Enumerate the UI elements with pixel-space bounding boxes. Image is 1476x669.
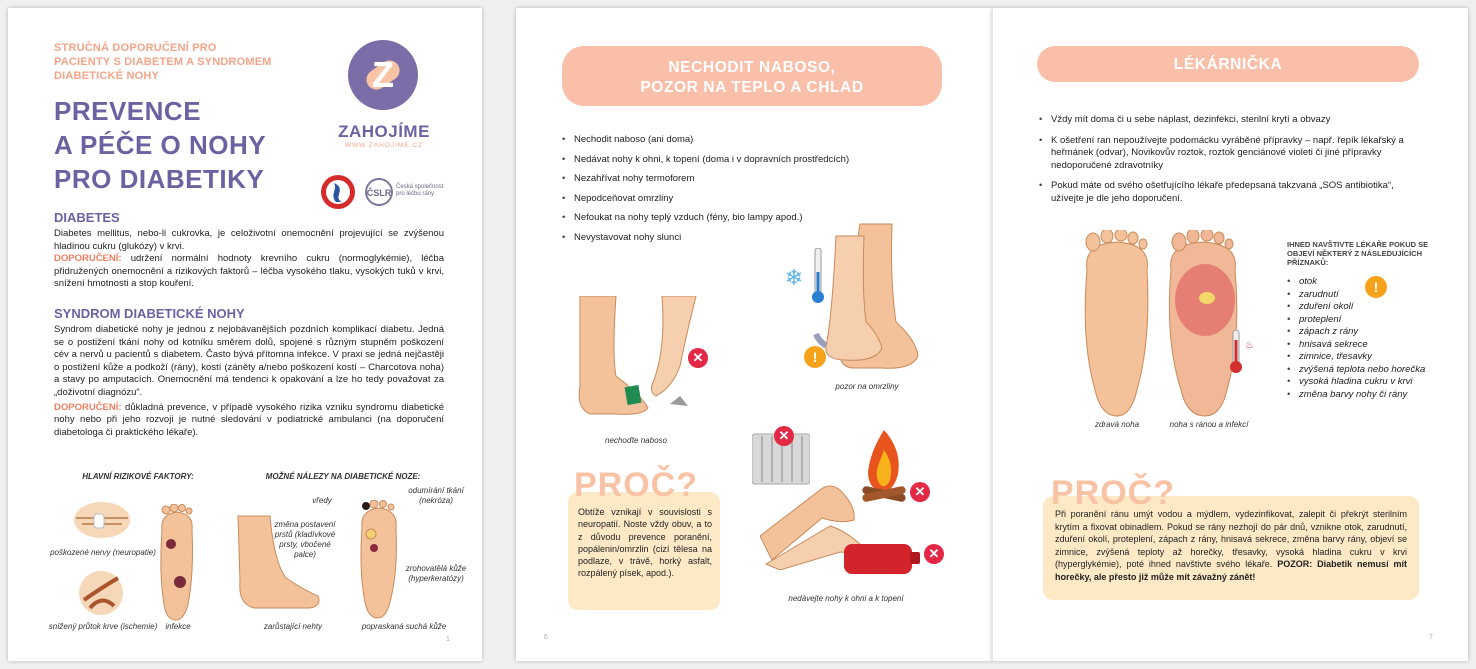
- syndrome-heading: SYNDROM DIABETICKÉ NOHY: [54, 306, 245, 321]
- heat-caption: nedávejte nohy k ohni a k topení: [788, 594, 904, 603]
- diabetes-heading: DIABETES: [54, 210, 120, 225]
- x-icon: ✕: [910, 482, 930, 502]
- hot-water-bottle-illustration: [842, 538, 922, 578]
- dry-skin-label: popraskaná suchá kůže: [361, 622, 447, 631]
- syndrome-text: [54, 324, 444, 439]
- why-text-body: Při poranění ránu umýt vodou a mýdlem, vydezinfikovat, zalepit či překrýt sterilním krytím a fixovat obinadlem. Pokud se rány nezhojí do pár dnů, vznikne otok, zarudnutí, zduření okolí, proteplení, zápach z rány, hnisavá sekrece, změna barvy rány, objeví se zimnice, zvýšená teploty až horečky, třesavky, vysoká hladina cukru v krvi (hyperglykémie), poté ihned navštivte svého lékaře.: [1055, 509, 1407, 570]
- title-line: PREVENCE: [54, 96, 202, 126]
- banner-line: NECHODIT NABOSO,: [668, 59, 836, 76]
- recommend-text: udržení normální hodnoty krevního cukru (normoglykémie), léčba přidružených onemocnění a rizikových faktorů – léčba vysokého tlaku, vysokých tuků v krvi, snížení hmotnosti a stop kouření.: [54, 253, 444, 290]
- bullet-item: • Nedávat nohy k ohni, k topení (doma i v dopravních prostředcích): [562, 154, 942, 167]
- wound-caption: noha s ránou a infekcí: [1169, 420, 1249, 429]
- symptom-item: • otok: [1287, 276, 1427, 289]
- barefoot-banner: [562, 46, 942, 106]
- flame-icon: ♨: [1245, 340, 1254, 351]
- partner-seal-icon: [320, 174, 356, 210]
- warning-icon: !: [804, 346, 826, 368]
- first-aid-bullets: [1039, 114, 1423, 205]
- leaflet-page-7: [992, 8, 1468, 661]
- blood-flow-label: snížený průtok krve (ischemie): [48, 622, 158, 631]
- symptom-item: • hnisavá sekrece: [1287, 339, 1427, 352]
- blood-flow-illustration: [78, 570, 124, 616]
- leaflet-page-6: [516, 8, 992, 661]
- partner-text: pro léčbu rány: [396, 191, 435, 197]
- findings-heading: MOŽNÉ NÁLEZY NA DIABETICKÉ NOZE:: [265, 472, 421, 481]
- recommend-label: DOPORUČENÍ:: [54, 253, 122, 265]
- page-number: 1: [446, 636, 450, 643]
- symptoms-heading: IHNED NAVŠTIVTE LÉKAŘE POKUD SE OBJEVÍ NĚKTERÝ Z NÁSLEDUJÍCÍCH PŘÍZNAKŮ:: [1287, 240, 1429, 267]
- bullet-item: • Nefoukat na nohy teplý vzduch (fény, bio lampy apod.): [562, 212, 942, 225]
- page-number: 6: [544, 634, 548, 641]
- syndrome-recommendation: [54, 402, 444, 440]
- barefoot-caption: nechoďte naboso: [605, 436, 667, 445]
- leaflet-page-1: [8, 8, 482, 661]
- symptom-item: • zvýšená teplota nebo horečka: [1287, 364, 1427, 377]
- why-text: [1055, 508, 1407, 584]
- toes-label: změna postavení prstů (kladívkové prsty, vbočené palce): [274, 520, 336, 559]
- why-text: Obtíže vznikají v souvislosti s neuropatií. Noste vždy obuv, a to z důvodu prevence poranění, popálenin/omrzlin (cizí tělesa na podlaze, v trávě, horký asfalt, rozpálený písek, apod.).: [578, 507, 712, 579]
- bullet-item: • Nevystavovat nohy slunci: [562, 232, 942, 245]
- necrosis-label: odumírání tkání (nekróza): [408, 486, 464, 505]
- x-icon: ✕: [924, 544, 944, 564]
- symptom-item: • zarudnutí: [1287, 289, 1427, 302]
- nerve-illustration: [72, 500, 132, 540]
- barefoot-feet-illustration: [576, 296, 706, 416]
- svg-text:Z: Z: [372, 54, 394, 95]
- bullet-item: • Vždy mít doma či u sebe náplast, dezinfekci, sterilní krytí a obvazy: [1039, 114, 1423, 127]
- title-line: PRO DIABETIKY: [54, 164, 265, 194]
- diabetes-recommendation: [54, 253, 444, 291]
- healthy-sole-illustration: [1077, 230, 1157, 420]
- page-number: 7: [1429, 634, 1433, 641]
- subtitle-line: PACIENTY S DIABETEM A SYNDROMEM: [54, 56, 272, 68]
- bullet-item: • Pokud máte od svého ošetřujícího lékaře předepsaná takzvaná „SOS antibiotika“, užívejte je dle jeho doporučení.: [1039, 180, 1423, 205]
- x-icon: ✕: [774, 426, 794, 446]
- wounded-foot-illustration: [1159, 230, 1249, 420]
- subtitle-line: DIABETICKÉ NOHY: [54, 70, 160, 82]
- diabetes-paragraph: Diabetes mellitus, nebo-li cukrovka, je celoživotní onemocnění projevující se zvýšenou hladinou cukru (glukózy) v krvi.: [54, 228, 444, 252]
- nerves-label: poškozené nervy (neuropatie): [50, 548, 156, 557]
- partner-logo-cslr: [364, 176, 474, 210]
- bullet-item: • Nechodit naboso (ani doma): [562, 134, 942, 147]
- nails-label: zarůstající nehty: [263, 622, 323, 631]
- syndrome-paragraph: Syndrom diabetické nohy je jednou z nejobávanějších pozdních komplikací diabetu. Jedná se o postižení tkání nohy od kotníku směrem dolů, spojené s různým stupněm poškození cév a nervů u pacientů s diabetem. Často bývá přítomna infekce. V praxi se jedná nejčastěji o postižení kůže a podkoží (rány), kostí (záněty a/nebo poškození kostí – Charcotova noha) a stavy po amputacích. Onemocnění má tendenci k opakování a lze ho tedy považovat za „doživotní diagnózu“.: [54, 324, 444, 398]
- first-aid-banner: LÉKÁRNIČKA: [1037, 46, 1419, 82]
- callus-label: zrohovatělá kůže (hyperkeratózy): [405, 564, 467, 583]
- risk-heading: HLAVNÍ RIZIKOVÉ FAKTORY:: [82, 472, 194, 481]
- why-title: PROČ?: [574, 466, 698, 504]
- logo-url: WWW.ZAHOJIME.CZ: [344, 142, 424, 149]
- thermometer-hot-icon: [1229, 330, 1243, 374]
- title-line: A PÉČE O NOHY: [54, 130, 267, 160]
- banner-line: POZOR NA TEPLO A CHLAD: [640, 79, 864, 96]
- symptoms-list: [1287, 276, 1427, 401]
- warning-icon: !: [1365, 276, 1387, 298]
- symptom-item: • zápach z rány: [1287, 326, 1427, 339]
- logo-name: ZAHOJÍME: [338, 122, 430, 141]
- subtitle-line: STRUČNÁ DOPORUČENÍ PRO: [54, 42, 217, 54]
- symptom-item: • vysoká hladina cukru v krvi: [1287, 376, 1427, 389]
- frost-caption: pozor na omrzliny: [835, 382, 899, 391]
- bullet-item: • Nepodceňovat omrzliny: [562, 193, 942, 206]
- x-icon: ✕: [688, 348, 708, 368]
- bullet-item: • Nezahřívat nohy termoforem: [562, 173, 942, 186]
- partner-text: Česká společnost: [396, 184, 444, 190]
- svg-text:ČSLR: ČSLR: [366, 188, 392, 198]
- infection-label: infekce: [165, 622, 191, 631]
- snowflake-icon: ❄: [784, 265, 804, 290]
- zahojime-logo-icon: [348, 40, 418, 110]
- symptom-item: • zduření okolí: [1287, 301, 1427, 314]
- findings-sole-illustration: [356, 500, 402, 620]
- symptom-item: • změna barvy nohy či rány: [1287, 389, 1427, 402]
- page1-subtitle: [54, 41, 304, 83]
- page1-title: [54, 94, 314, 196]
- recommend-text: důkladná prevence, v případě vysokého rizika vzniku syndromu diabetické nohy nebo při jeho rozvoji je nutné sledování v podiatrické ambulanci (na doporučení diabetologa či praktického lékaře).: [54, 401, 444, 438]
- infected-sole-illustration: [156, 504, 198, 622]
- ulcers-label: vředy: [312, 496, 332, 505]
- why-box: [568, 492, 720, 610]
- symptom-item: • proteplení: [1287, 314, 1427, 327]
- why-text-warning: POZOR: Diabetik nemusí mít horečky, ale přesto již může mít závažný zánět!: [1055, 559, 1407, 582]
- symptom-item: • zimnice, třesavky: [1287, 351, 1427, 364]
- recommend-label: DOPORUČENÍ:: [54, 401, 122, 413]
- frostbite-feet-illustration: [812, 222, 922, 378]
- why-title: PROČ?: [1051, 474, 1175, 512]
- healthy-caption: zdravá noha: [1094, 420, 1140, 429]
- bullet-item: • K ošetření ran nepoužívejte podomácku vyráběné přípravky – např. řepík lékařský a heřmánek (odvar), Novikovův roztok, roztok genciánové violeti či jiné přípravky nedoporučené zdravotníky: [1039, 135, 1423, 173]
- diabetes-text: [54, 228, 444, 291]
